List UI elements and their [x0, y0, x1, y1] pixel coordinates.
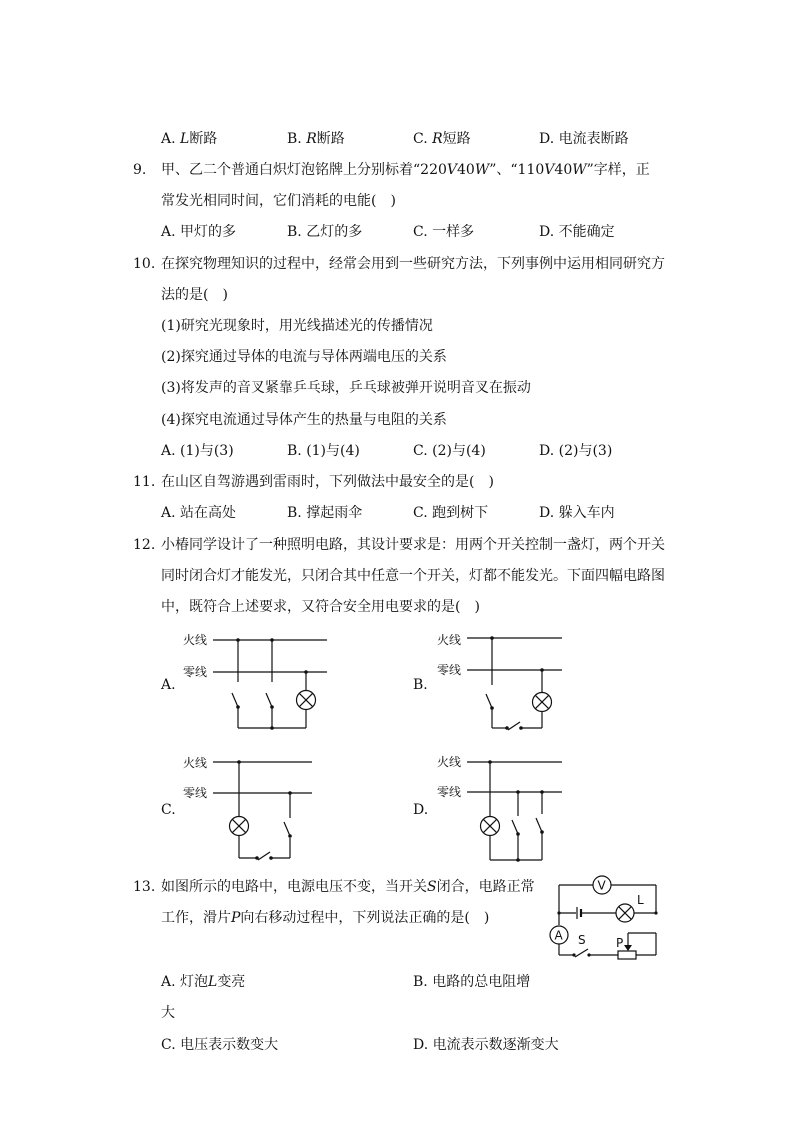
ammeter-label: A	[554, 928, 563, 943]
q10-option-d: D. (2)与(3)	[539, 443, 613, 459]
q9-stem-line2: 常发光相同时间，它们消耗的电能( )	[161, 193, 396, 209]
q12-diagram-a	[180, 630, 340, 730]
q12-stem-line3: 中，既符合上述要求，又符合安全用电要求的是( )	[161, 599, 480, 615]
q13-option-d: D. 电流表示数逐渐变大	[413, 1037, 559, 1053]
q13-option-b: B. 电路的总电阻增	[413, 974, 531, 990]
q11-option-d: D. 躲入车内	[539, 505, 615, 521]
q13-option-c: C. 电压表示数变大	[161, 1037, 279, 1053]
voltmeter-label: V	[597, 878, 606, 893]
q8-option-c: C. R短路	[413, 131, 471, 147]
neutral-wire-label: 零线	[183, 786, 208, 800]
fire-wire-label: 火线	[437, 755, 462, 769]
q12-stem-line2: 同时闭合灯才能发光，只闭合其中任意一个开关，灯都不能发光。下面四幅电路图	[161, 568, 665, 584]
neutral-wire-label: 零线	[437, 663, 462, 677]
q9-option-d: D. 不能确定	[539, 224, 615, 240]
q12-number: 12.	[133, 537, 156, 553]
q13-number: 13.	[133, 879, 156, 895]
fire-wire-label: 火线	[183, 633, 208, 647]
q11-stem: 在山区自驾游遇到雷雨时，下列做法中最安全的是( )	[161, 474, 494, 490]
q9-stem-line1: 甲、乙二个普通白炽灯泡铭牌上分别标着“220V40W”、“110V40W”字样，正	[161, 162, 650, 178]
q13-stem-line1: 如图所示的电路中，电源电压不变，当开关S闭合，电路正常	[161, 879, 535, 895]
lamp-label: L	[637, 893, 644, 907]
q13-option-b-continued: 大	[161, 1005, 175, 1021]
q11-option-c: C. 跑到树下	[413, 505, 489, 521]
q10-stem-line2: 法的是( )	[161, 287, 228, 303]
q10-option-a: A. (1)与(3)	[161, 443, 234, 459]
q10-item-3: (3)将发声的音叉紧靠乒乓球，乒乓球被弹开说明音叉在振动	[161, 380, 531, 396]
q8-option-b: B. R断路	[287, 131, 345, 147]
q12-diagram-c	[180, 752, 340, 862]
q12-diagram-d-label: D.	[413, 802, 429, 818]
q9-option-b: B. 乙灯的多	[287, 224, 363, 240]
q12-diagram-c-label: C.	[161, 802, 176, 818]
q11-option-a: A. 站在高处	[161, 505, 237, 521]
q9-number: 9.	[133, 162, 147, 178]
q12-diagram-b	[434, 630, 594, 730]
q13-circuit-diagram	[548, 873, 658, 963]
switch-label: S	[578, 933, 586, 947]
q12-diagram-b-label: B.	[413, 677, 428, 693]
q11-option-b: B. 撑起雨伞	[287, 505, 363, 521]
q8-option-a: A. L断路	[161, 131, 218, 147]
q12-diagram-d	[434, 752, 594, 862]
fire-wire-label: 火线	[183, 756, 208, 770]
q13-option-a: A. 灯泡L变亮	[161, 974, 246, 990]
q10-number: 10.	[133, 256, 156, 272]
q13-stem-line2: 工作，滑片P向右移动过程中，下列说法正确的是( )	[161, 910, 490, 926]
q10-item-2: (2)探究通过导体的电流与导体两端电压的关系	[161, 349, 447, 365]
fire-wire-label: 火线	[437, 633, 462, 647]
q11-number: 11.	[133, 474, 156, 490]
q9-option-c: C. 一样多	[413, 224, 475, 240]
neutral-wire-label: 零线	[437, 785, 462, 799]
q12-stem-line1: 小椿同学设计了一种照明电路，其设计要求是：用两个开关控制一盏灯，两个开关	[161, 537, 665, 553]
q10-stem-line1: 在探究物理知识的过程中，经常会用到一些研究方法，下列事例中运用相同研究方	[161, 256, 665, 272]
q12-diagram-a-label: A.	[161, 677, 176, 693]
q10-option-c: C. (2)与(4)	[413, 443, 486, 459]
q10-option-b: B. (1)与(4)	[287, 443, 360, 459]
q8-option-d: D. 电流表断路	[539, 131, 629, 147]
neutral-wire-label: 零线	[183, 665, 208, 679]
q10-item-4: (4)探究电流通过导体产生的热量与电阻的关系	[161, 412, 447, 428]
q10-item-1: (1)研究光现象时，用光线描述光的传播情况	[161, 318, 433, 334]
q9-option-a: A. 甲灯的多	[161, 224, 237, 240]
slider-label: P	[616, 936, 624, 950]
